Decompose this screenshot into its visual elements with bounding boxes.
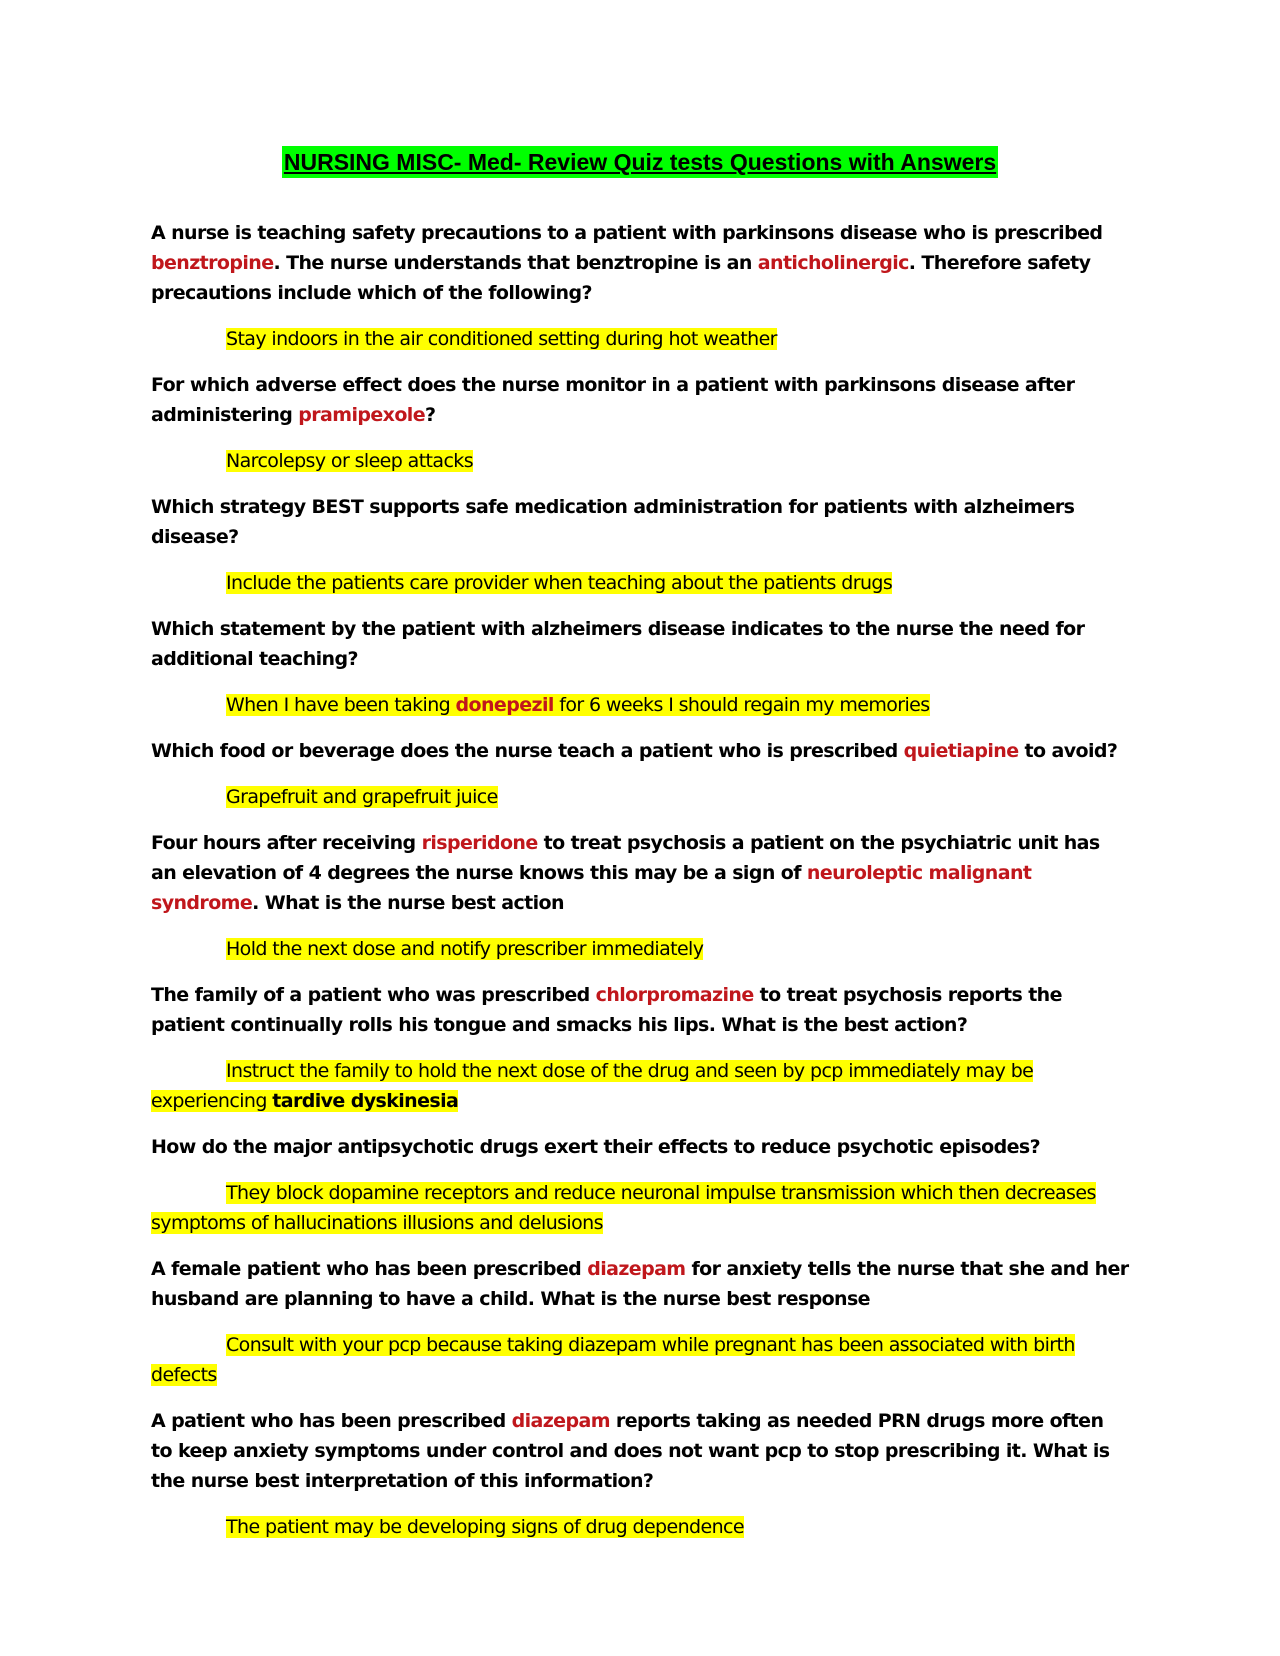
answer-text: Include the patients care provider when teaching about the patients drugs	[226, 572, 893, 594]
answer-text: for 6 weeks I should regain my memories	[553, 694, 930, 716]
question-1	[151, 218, 1129, 308]
answer-3	[151, 568, 1129, 598]
answer-text: Narcolepsy or sleep attacks	[226, 450, 473, 472]
qa-content	[151, 218, 1129, 1558]
drug-name: risperidone	[421, 832, 538, 854]
question-text: Which strategy BEST supports safe medication administration for patients with alzheimers disease?	[151, 496, 1075, 548]
question-text: How do the major antipsychotic drugs exert their effects to reduce psychotic episodes?	[151, 1136, 1040, 1158]
condition-name: neuroleptic malignant syndrome	[151, 862, 1032, 914]
answer-8	[151, 1178, 1129, 1238]
document-title: NURSING MISC- Med- Review Quiz tests Questions with Answers	[282, 146, 998, 178]
question-text: to treat psychosis reports the patient continually rolls his tongue and smacks his lips. What is the best action?	[151, 984, 1062, 1036]
answer-text: They block dopamine receptors and reduce neuronal impulse transmission which then decreases symptoms of hallucinations illusions and delusions	[151, 1182, 1096, 1234]
answer-text: Hold the next dose and notify prescriber immediately	[226, 938, 704, 960]
title-wrap	[0, 146, 1280, 178]
question-text: Which food or beverage does the nurse teach a patient who is prescribed	[151, 740, 904, 762]
answer-2	[151, 446, 1129, 476]
question-text: Four hours after receiving	[151, 832, 422, 854]
answer-text: Instruct the family to hold the next dose of the drug and seen by pcp immediately may be experiencing	[151, 1060, 1034, 1112]
drug-name: pramipexole	[298, 404, 425, 426]
question-text: A patient who has been prescribed	[151, 1410, 512, 1432]
question-text: for anxiety tells the nurse that she and her husband are planning to have a child. What is the nurse best response	[151, 1258, 1129, 1310]
question-text: reports taking as needed PRN drugs more often to keep anxiety symptoms under control and does not want pcp to stop prescribing it. What is the nurse best interpretation of this information?	[151, 1410, 1110, 1492]
answer-highlight	[151, 1060, 1033, 1112]
question-10	[151, 1406, 1129, 1496]
drug-name: chlorpromazine	[595, 984, 754, 1006]
answer-highlight	[226, 694, 930, 716]
question-text: ?	[424, 404, 436, 426]
answer-7	[151, 1056, 1129, 1116]
question-2	[151, 370, 1129, 430]
question-text: to avoid?	[1018, 740, 1118, 762]
question-8	[151, 1132, 1129, 1162]
question-4	[151, 614, 1129, 674]
answer-5	[151, 782, 1129, 812]
answer-text: Grapefruit and grapefruit juice	[226, 786, 498, 808]
answer-6	[151, 934, 1129, 964]
question-6	[151, 828, 1129, 918]
answer-10	[151, 1512, 1129, 1542]
question-text: The family of a patient who was prescribed	[151, 984, 596, 1006]
answer-1	[151, 324, 1129, 354]
question-text: A female patient who has been prescribed	[151, 1258, 588, 1280]
drug-name: donepezil	[455, 694, 554, 716]
question-text: . Therefore safety precautions include which of the following?	[151, 252, 1091, 304]
question-text: Which statement by the patient with alzheimers disease indicates to the nurse the need for additional teaching?	[151, 618, 1085, 670]
question-7	[151, 980, 1129, 1040]
question-text: . What is the nurse best action	[252, 892, 564, 914]
drug-class: anticholinergic	[757, 252, 909, 274]
question-text: For which adverse effect does the nurse monitor in a patient with parkinsons disease after administering	[151, 374, 1075, 426]
answer-text: When I have been taking	[226, 694, 456, 716]
question-text: . The nurse understands that benztropine is an	[273, 252, 758, 274]
question-text: to treat psychosis a patient on the psychiatric unit has an elevation of 4 degrees the nurse knows this may be a sign of	[151, 832, 1100, 884]
drug-name: quietiapine	[903, 740, 1019, 762]
drug-name: benztropine	[151, 252, 274, 274]
answer-4	[151, 690, 1129, 720]
answer-text: Stay indoors in the air conditioned setting during hot weather	[226, 328, 777, 350]
question-3	[151, 492, 1129, 552]
answer-9	[151, 1330, 1129, 1390]
question-9	[151, 1254, 1129, 1314]
question-text: A nurse is teaching safety precautions to a patient with parkinsons disease who is prescribed	[151, 222, 1103, 244]
answer-text: Consult with your pcp because taking diazepam while pregnant has been associated with birth defects	[151, 1334, 1075, 1386]
drug-name: diazepam	[511, 1410, 610, 1432]
answer-text: The patient may be developing signs of drug dependence	[226, 1516, 744, 1538]
condition-name: tardive dyskinesia	[272, 1090, 459, 1112]
drug-name: diazepam	[587, 1258, 686, 1280]
question-5	[151, 736, 1129, 766]
